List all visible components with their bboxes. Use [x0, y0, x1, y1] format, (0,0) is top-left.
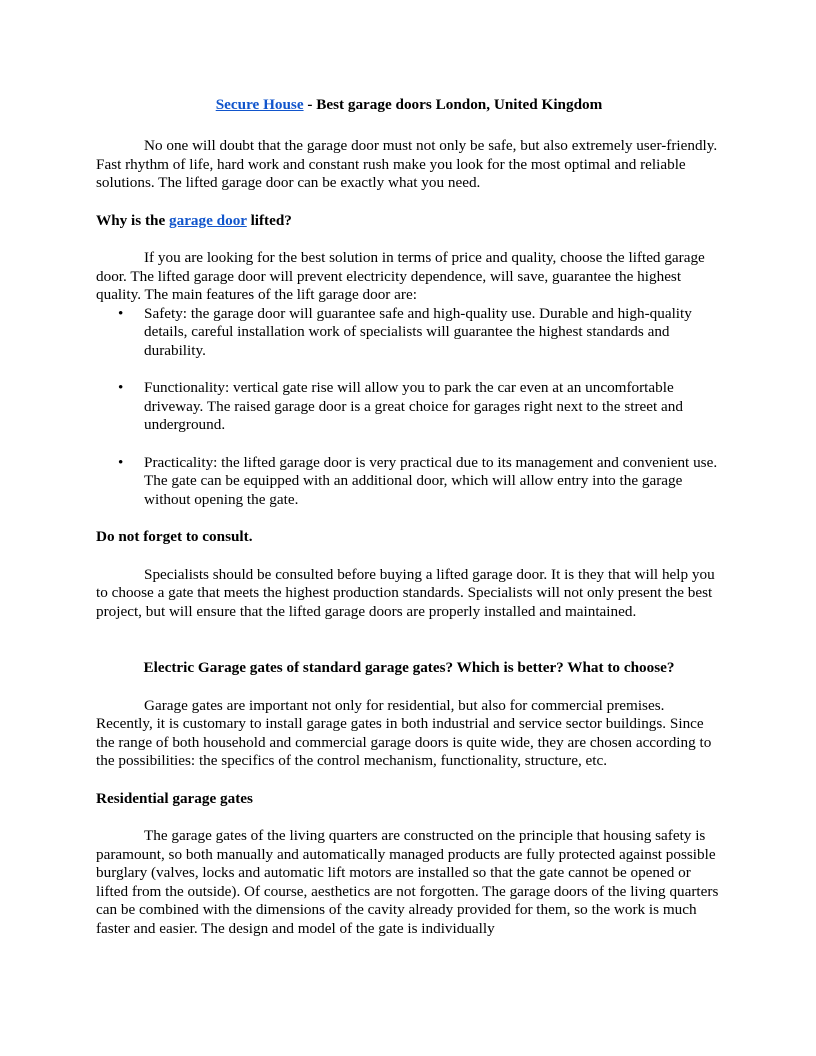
intro-paragraph: No one will doubt that the garage door must not only be safe, but also extremely user-friendly. Fast rhythm of life, hard work and constant rush make you look for the most optimal and reliable solutions. The lifted garage door can be exactly what you need. [96, 137, 718, 191]
electric-paragraph: Garage gates are important not only for residential, but also for commercial premises. Recently, it is customary to install garage gates in both industrial and service sector buildings. Since the range of both household and commercial garage doors is quite wide, they are chosen according to the possibilities: the specifics of the control mechanism, functionality, structure, etc. [96, 696, 712, 769]
bullet-icon: • [118, 304, 124, 322]
list-item-text: Safety: the garage door will guarantee safe and high-quality use. Durable and high-quality details, careful installation work of specialists will guarantee the highest standards and durability. [144, 304, 692, 359]
list-item-text: Functionality: vertical gate rise will allow you to park the car even at an uncomfortable driveway. The raised garage door is a great choice for garages right next to the street and underground. [144, 379, 683, 433]
consult-paragraph: Specialists should be consulted before buying a lifted garage door. It is they that will help you to choose a gate that meets the highest production standards. Specialists will not only present the best project, but will ensure that the lifted garage doors are properly installed and maintained. [96, 565, 715, 620]
why-heading-before: Why is the [96, 211, 169, 229]
residential-heading: Residential garage gates [96, 789, 253, 807]
bullet-icon: • [118, 453, 124, 471]
secure-house-link[interactable]: Secure House [215, 96, 304, 113]
page-title [96, 96, 722, 114]
garage-door-link[interactable]: garage door [169, 211, 247, 229]
document-page [96, 96, 722, 938]
why-heading [96, 212, 722, 231]
page-title-rest: - Best garage doors London, United Kingdom [303, 96, 603, 113]
why-paragraph: If you are looking for the best solution in terms of price and quality, choose the lifted garage door. The lifted garage door will prevent electricity dependence, will save, guarantee the highest quality. The main features of the lift garage door are: [96, 249, 705, 303]
electric-heading: Electric Garage gates of standard garage gates? Which is better? What to choose? [143, 659, 675, 676]
list-item [96, 305, 722, 361]
consult-heading: Do not forget to consult. [96, 528, 253, 545]
features-list [96, 305, 722, 510]
why-heading-after: lifted? [246, 211, 292, 229]
bullet-icon: • [118, 379, 124, 396]
list-item [96, 379, 722, 435]
list-item-text: Practicality: the lifted garage door is very practical due to its management and convenient use. The gate can be equipped with an additional door, which will allow entry into the garage without opening the gate. [144, 453, 718, 508]
residential-paragraph: The garage gates of the living quarters are constructed on the principle that housing safety is paramount, so both manually and automatically managed products are fully protected against possible burglary (valves, locks and automatic lift motors are installed so that the gate cannot be opened or lifted from the outside). Of course, aesthetics are not forgotten. The garage doors of the living quarters can be combined with the dimensions of the cavity already provided for them, so the work is much faster and easier. The design and model of the gate is individually [96, 827, 719, 937]
list-item [96, 454, 722, 510]
